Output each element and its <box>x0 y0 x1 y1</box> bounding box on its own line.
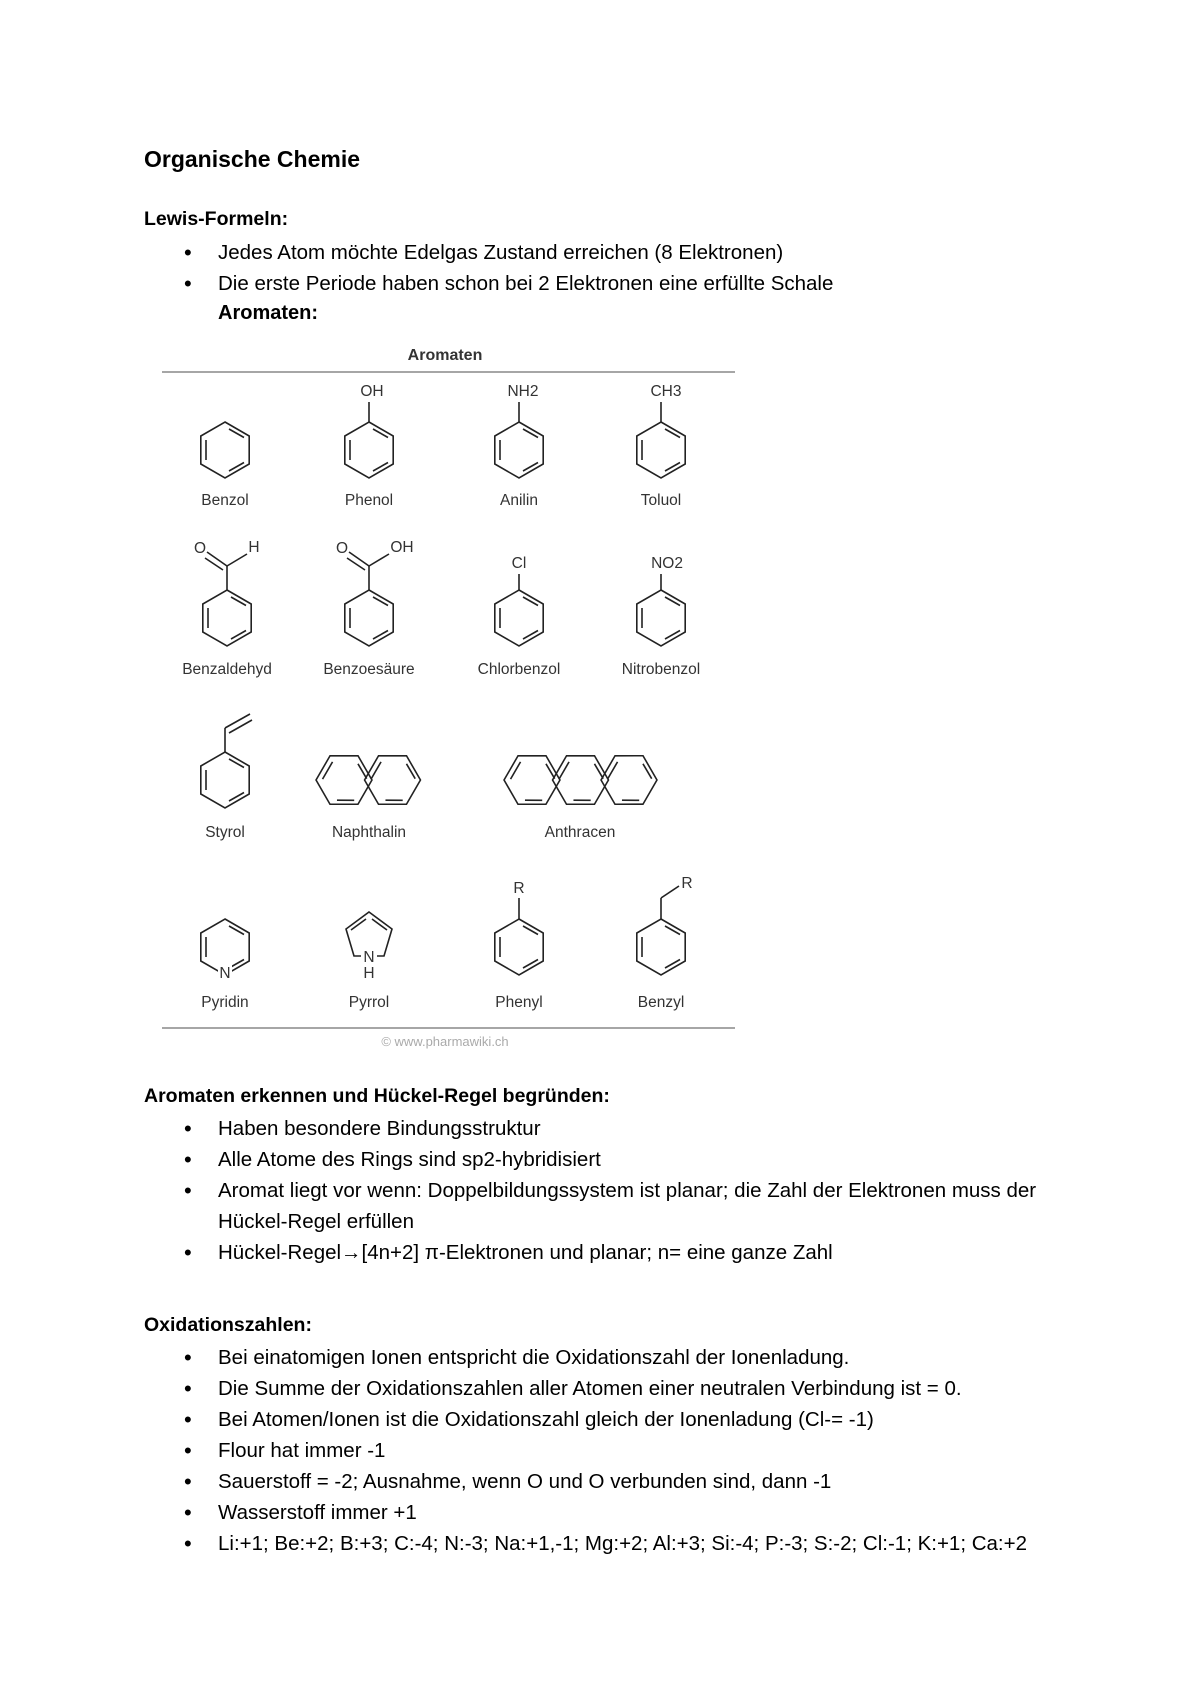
substituent-label: Cl <box>511 555 527 572</box>
compound-label: Nitrobenzol <box>621 661 701 678</box>
compound-naphthalin <box>309 744 427 841</box>
aromaten-figure <box>150 340 740 1055</box>
compound-label: Styrol <box>205 824 245 841</box>
heteroatom-h-label: H <box>363 965 375 982</box>
oxidation-bullet-list <box>144 1342 1044 1559</box>
compound-benzol <box>201 422 249 509</box>
substituent-label: R <box>513 880 525 897</box>
substituent-label: R <box>681 875 693 892</box>
compound-label: Anilin <box>500 492 538 509</box>
compound-phenyl <box>495 880 543 1011</box>
compound-label: Benzyl <box>637 994 685 1011</box>
list-item: • Aromat liegt vor wenn: Doppelbildungssystem ist planar; die Zahl der Elektronen muss der Hückel-Regel erfüllen <box>144 1175 1044 1237</box>
compound-benzyl <box>637 875 693 1011</box>
compound-label: Benzaldehyd <box>182 661 272 678</box>
substituent-label: OH <box>360 383 384 400</box>
list-item: • Li:+1; Be:+2; B:+3; C:-4; N:-3; Na:+1,-1; Mg:+2; Al:+3; Si:-4; P:-3; S:-2; Cl:-1; K:+1; Ca:+2 <box>144 1528 1044 1559</box>
compound-pyrrol <box>346 912 392 1011</box>
section-heading-lewis: Lewis-Formeln: <box>144 208 289 230</box>
compound-label: Naphthalin <box>331 824 407 841</box>
hueckel-bullet-list <box>144 1113 1044 1268</box>
substituent-label: NH2 <box>507 383 539 400</box>
substituent-label: NO2 <box>651 555 683 572</box>
compound-label: Phenol <box>344 492 394 509</box>
compound-pyridin <box>201 919 249 1011</box>
compound-styrol <box>201 714 252 841</box>
substituent-label: O <box>193 540 207 557</box>
compound-label: Chlorbenzol <box>477 661 561 678</box>
list-item: • Bei einatomigen Ionen entspricht die Oxidationszahl der Ionenladung. <box>144 1342 1044 1373</box>
figure-title: Aromaten <box>407 347 483 364</box>
heteroatom-label: N <box>363 949 375 966</box>
list-item: • Sauerstoff = -2; Ausnahme, wenn O und O verbunden sind, dann -1 <box>144 1466 1044 1497</box>
section-heading-aromaten-hueckel: Aromaten erkennen und Hückel-Regel begründen: <box>144 1085 610 1107</box>
compound-label: Toluol <box>640 492 682 509</box>
compound-benzaldehyd <box>182 539 272 678</box>
compound-label: Benzoesäure <box>323 661 415 678</box>
subheading-aromaten: Aromaten: <box>218 302 319 324</box>
compound-benzoesaeure <box>323 539 414 678</box>
list-item: • Wasserstoff immer +1 <box>144 1497 1044 1528</box>
substituent-label: O <box>335 540 349 557</box>
list-item: • Flour hat immer -1 <box>144 1435 1044 1466</box>
substituent-label: CH3 <box>650 383 682 400</box>
compound-phenol <box>345 383 393 509</box>
list-item: • Die erste Periode haben schon bei 2 Elektronen eine erfüllte Schale <box>144 268 1044 299</box>
substituent-label: OH <box>390 539 414 556</box>
list-item: • Alle Atome des Rings sind sp2-hybridisiert <box>144 1144 1044 1175</box>
compound-label: Pyridin <box>201 994 249 1011</box>
heteroatom-label: N <box>219 965 231 982</box>
section-heading-oxidationszahlen: Oxidationszahlen: <box>144 1314 312 1336</box>
compound-anilin <box>495 383 543 509</box>
list-item: • Jedes Atom möchte Edelgas Zustand erreichen (8 Elektronen) <box>144 237 1044 268</box>
compound-toluol <box>637 383 685 509</box>
compound-label: Anthracen <box>544 824 616 841</box>
compound-label: Phenyl <box>495 994 543 1011</box>
compound-label: Pyrrol <box>348 994 390 1011</box>
figure-copyright: © www.pharmawiki.ch <box>381 1034 509 1049</box>
compound-anthracen <box>497 744 664 841</box>
page-title: Organische Chemie <box>144 146 361 172</box>
compound-chlorbenzol <box>478 555 561 678</box>
list-item: • Hückel-Regel→[4n+2] π-Elektronen und planar; n= eine ganze Zahl <box>144 1237 1044 1268</box>
list-item: • Die Summe der Oxidationszahlen aller Atomen einer neutralen Verbindung ist = 0. <box>144 1373 1044 1404</box>
lewis-bullet-list <box>144 237 1044 299</box>
list-item: • Haben besondere Bindungsstruktur <box>144 1113 1044 1144</box>
substituent-label: H <box>248 539 260 556</box>
compound-label: Benzol <box>201 492 249 509</box>
list-item: • Bei Atomen/Ionen ist die Oxidationszahl gleich der Ionenladung (Cl-= -1) <box>144 1404 1044 1435</box>
compound-nitrobenzol <box>622 555 700 678</box>
